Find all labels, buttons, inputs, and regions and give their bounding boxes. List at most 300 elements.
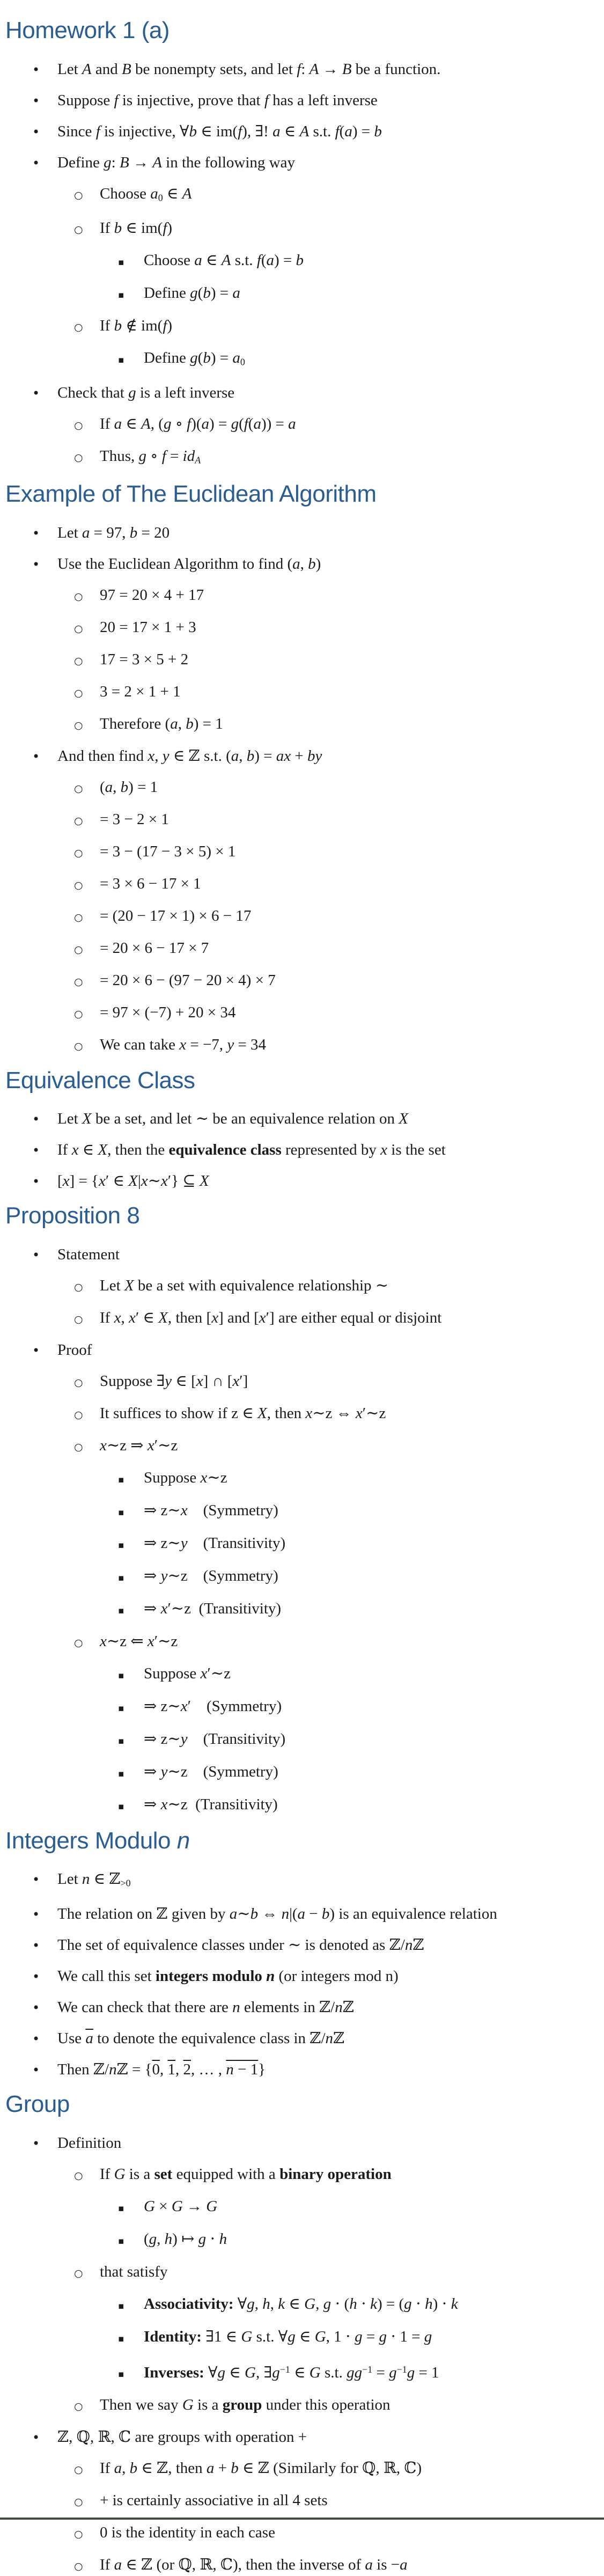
text-segment: X xyxy=(199,1172,209,1190)
text-segment: x xyxy=(179,1036,187,1053)
list-item-text xyxy=(57,2427,604,2447)
text-segment: Let xyxy=(57,524,82,541)
text-segment: a xyxy=(400,2556,408,2574)
list-item xyxy=(74,682,604,703)
text-segment: a xyxy=(266,252,275,269)
text-segment: a xyxy=(150,185,158,202)
list-item xyxy=(32,2029,604,2049)
circle-bullet-icon: ○ xyxy=(74,879,83,891)
text-segment: f xyxy=(238,122,242,140)
text-segment: , then the xyxy=(107,1141,169,1159)
list-item xyxy=(74,2395,604,2416)
text-segment: | xyxy=(137,1172,141,1190)
list-item-text xyxy=(144,1762,604,1781)
text-segment: ) is an equivalence relation xyxy=(329,1905,497,1922)
list-item xyxy=(74,874,604,895)
section-heading-homework-1a xyxy=(5,17,604,45)
text-segment: Let xyxy=(57,60,82,78)
list-item-text xyxy=(100,1436,604,1455)
list-item-text xyxy=(100,1276,604,1295)
list-item-text xyxy=(144,1599,604,1618)
list-item xyxy=(118,1501,604,1522)
text-segment: It suffices to show if z ∈ xyxy=(100,1404,257,1422)
list-item-text xyxy=(57,1904,604,1924)
list-item-text xyxy=(100,971,604,990)
list-item-text xyxy=(144,1533,604,1553)
circle-bullet-icon: ○ xyxy=(74,451,83,464)
list-item-text xyxy=(100,1035,604,1054)
text-segment: a xyxy=(114,2460,122,2477)
list-item-text xyxy=(100,2395,604,2414)
text-segment: X xyxy=(257,1404,267,1422)
text-segment: ′∼z xyxy=(154,1436,178,1454)
text-segment: b xyxy=(374,122,382,140)
text-segment: ax xyxy=(276,747,291,765)
text-segment: y xyxy=(160,1763,168,1780)
text-segment: → xyxy=(182,2197,207,2215)
text-segment: binary operation xyxy=(279,2165,392,2183)
text-segment: Suppose ∃ xyxy=(100,1372,165,1390)
circle-bullet-icon: ○ xyxy=(74,2560,83,2573)
text-segment: ′ (Symmetry) xyxy=(187,1697,282,1715)
circle-bullet-icon: ○ xyxy=(74,2464,83,2476)
text-segment: = −7, xyxy=(186,1036,227,1053)
text-segment: , xyxy=(121,1309,129,1326)
circle-bullet-icon: ○ xyxy=(74,1636,83,1649)
text-segment: , … , xyxy=(191,2060,226,2078)
text-segment: x xyxy=(160,1795,168,1813)
list-item-text xyxy=(100,2164,604,2184)
text-segment: b xyxy=(186,715,194,732)
text-segment: + xyxy=(291,747,307,765)
list-item-text xyxy=(57,2029,604,2048)
text-segment: a xyxy=(253,415,261,432)
text-segment: Definition xyxy=(57,2134,122,2152)
text-segment: X xyxy=(82,1110,92,1128)
text-segment: ∼z ⇔ xyxy=(312,1404,356,1422)
list-item xyxy=(118,1664,604,1685)
text-segment: X xyxy=(128,1172,138,1190)
text-segment: , xyxy=(315,2295,323,2313)
text-segment: , xyxy=(157,2230,165,2248)
text-segment: Equivalence Class xyxy=(5,1067,195,1093)
square-bullet-icon: ▪ xyxy=(118,1670,124,1681)
text-segment: G xyxy=(171,2197,183,2215)
list-item-text xyxy=(100,2555,604,2574)
list-item-text xyxy=(144,2294,604,2314)
text-segment: b xyxy=(231,2460,239,2477)
text-segment: A xyxy=(82,60,92,78)
text-segment: n xyxy=(325,2029,334,2047)
list-item xyxy=(32,1935,604,1955)
list-item xyxy=(32,122,604,142)
list-item-text xyxy=(57,1340,604,1360)
text-segment: ′ ∈ xyxy=(135,1309,159,1326)
text-segment: Define xyxy=(144,284,190,302)
text-segment: equivalence class xyxy=(168,1141,282,1159)
list-item-text xyxy=(57,1171,604,1191)
bullet-icon: • xyxy=(32,1143,40,1158)
text-segment: Suppose xyxy=(57,91,114,109)
list-item xyxy=(74,1404,604,1425)
square-bullet-icon: ▪ xyxy=(118,1572,124,1583)
list-item xyxy=(74,446,604,469)
text-segment: $\overline{a}$ xyxy=(85,2029,93,2047)
list-item-text xyxy=(144,2197,604,2216)
text-segment: a xyxy=(114,2556,122,2574)
text-segment: ⋅ xyxy=(206,2230,219,2248)
text-segment: ∼z (Transitivity) xyxy=(167,1795,278,1813)
square-bullet-icon: ▪ xyxy=(118,1605,124,1616)
list-item-text xyxy=(100,1003,604,1022)
section-heading-group xyxy=(5,2091,604,2118)
text-segment: g xyxy=(389,2364,397,2381)
circle-bullet-icon: ○ xyxy=(74,622,83,635)
list-item xyxy=(32,2060,604,2080)
text-segment: = 3 − (17 − 3 × 5) × 1 xyxy=(100,842,236,860)
text-segment: Inverses: xyxy=(144,2364,209,2381)
text-segment: ) = 1 xyxy=(128,778,158,796)
text-segment: b xyxy=(203,284,211,302)
text-segment: in the following way xyxy=(161,153,295,171)
text-segment: be a function. xyxy=(351,60,441,78)
list-item-text xyxy=(100,446,604,469)
text-segment: g xyxy=(231,415,239,432)
list-item-text xyxy=(100,2262,604,2281)
text-segment: b xyxy=(129,524,138,541)
note-content xyxy=(0,17,604,2576)
text-segment: id xyxy=(182,447,195,465)
list-item xyxy=(118,1468,604,1489)
list-item-text xyxy=(57,1998,604,2017)
list-item xyxy=(74,585,604,606)
text-segment: G xyxy=(241,2328,253,2345)
text-segment: x xyxy=(147,1436,154,1454)
text-segment: Use xyxy=(57,2029,86,2047)
text-segment: ∈ xyxy=(78,1141,98,1159)
list-item xyxy=(118,283,604,305)
text-segment: ∈ ℤ s.t. ( xyxy=(169,747,231,765)
text-segment: a xyxy=(288,415,296,432)
text-segment: Homework 1 (a) xyxy=(5,17,170,43)
text-segment: = xyxy=(166,447,183,465)
list-item xyxy=(32,153,604,173)
text-segment: is injective, ∀ xyxy=(100,122,189,140)
circle-bullet-icon: ○ xyxy=(74,1040,83,1052)
text-segment: ℤ, ℚ, ℝ, ℂ are groups with operation + xyxy=(57,2428,307,2446)
list-item xyxy=(74,1632,604,1653)
circle-bullet-icon: ○ xyxy=(74,911,83,923)
bullet-icon: • xyxy=(32,1937,40,1953)
text-segment: h xyxy=(425,2295,433,2313)
bullet-icon: • xyxy=(32,1112,40,1127)
list-item xyxy=(74,2555,604,2576)
text-segment: gg xyxy=(347,2364,363,2381)
text-segment: has a left inverse xyxy=(268,91,378,109)
text-segment: G xyxy=(114,2165,126,2183)
text-segment: ) xyxy=(315,555,321,573)
text-segment: a xyxy=(232,349,240,367)
text-segment: ⇒ xyxy=(144,1567,161,1584)
text-segment: be a set with equivalence relationship ∼ xyxy=(134,1276,389,1294)
text-segment: G xyxy=(144,2197,155,2215)
text-segment: If xyxy=(100,219,114,237)
text-segment: ∈ ℤ, then xyxy=(137,2460,207,2477)
list-item xyxy=(74,1003,604,1024)
list-item-text xyxy=(144,348,604,371)
text-segment: ) = xyxy=(210,284,233,302)
text-segment: k xyxy=(370,2295,377,2313)
circle-bullet-icon: ○ xyxy=(74,1281,83,1293)
text-segment: ∈ xyxy=(225,2364,245,2381)
text-segment: g xyxy=(190,349,198,367)
text-segment: −1 xyxy=(396,2364,407,2375)
text-segment: x xyxy=(160,1599,168,1617)
text-segment: Proof xyxy=(57,1341,92,1359)
text-segment: ) = xyxy=(352,122,374,140)
text-segment: And then find xyxy=(57,747,148,765)
text-segment: , xyxy=(154,747,163,765)
text-segment: is a xyxy=(125,2165,154,2183)
text-segment: y xyxy=(162,747,170,765)
text-segment: f xyxy=(335,122,340,140)
text-segment: G xyxy=(304,2295,316,2313)
square-bullet-icon: ▪ xyxy=(118,1702,124,1714)
text-segment: , then xyxy=(267,1404,306,1422)
list-item xyxy=(118,1533,604,1555)
list-item-text xyxy=(144,2327,604,2346)
text-segment: under this operation xyxy=(262,2396,391,2414)
list-item xyxy=(32,1904,604,1924)
text-segment: If xyxy=(100,2460,114,2477)
text-segment: b xyxy=(120,778,129,796)
list-item-text xyxy=(144,2229,604,2249)
text-segment: 0 xyxy=(240,356,245,368)
text-segment: n xyxy=(266,1967,275,1985)
list-item xyxy=(74,842,604,863)
text-segment: y xyxy=(227,1036,234,1053)
text-segment: ) = xyxy=(209,415,231,432)
text-segment: ∼z ⇐ xyxy=(106,1632,148,1650)
text-segment: [ xyxy=(57,1172,63,1190)
text-segment: b xyxy=(321,1905,330,1922)
text-segment: , xyxy=(175,2060,183,2078)
list-item-text xyxy=(100,184,604,207)
circle-bullet-icon: ○ xyxy=(74,2267,83,2279)
text-segment: , ( xyxy=(150,415,164,432)
list-item-text xyxy=(144,1664,604,1683)
list-item xyxy=(74,184,604,207)
text-segment: x xyxy=(100,1436,107,1454)
text-segment: 0 is the identity in each case xyxy=(100,2524,275,2542)
text-segment: x xyxy=(380,1141,388,1159)
text-segment: G xyxy=(314,2328,326,2345)
text-segment: −1 xyxy=(279,2364,290,2375)
square-bullet-icon: ▪ xyxy=(118,257,124,268)
text-segment: ∈ xyxy=(202,252,222,269)
list-item-text xyxy=(100,682,604,701)
list-item-text xyxy=(144,1729,604,1749)
text-segment: , xyxy=(160,2060,168,2078)
text-segment: 1 xyxy=(167,2060,176,2078)
square-bullet-icon: ▪ xyxy=(118,1474,124,1485)
list-item xyxy=(74,2458,604,2479)
list-item xyxy=(74,2164,604,2185)
list-item-text xyxy=(100,874,604,893)
list-item xyxy=(32,1140,604,1160)
text-segment: = (20 − 17 × 1) × 6 − 17 xyxy=(100,907,252,924)
text-segment: ∼z (Symmetry) xyxy=(167,1763,278,1780)
text-segment: f xyxy=(95,122,100,140)
text-segment: g xyxy=(323,2295,332,2313)
text-segment: b xyxy=(129,2460,138,2477)
text-segment: ℤ xyxy=(413,1936,424,1954)
bullet-icon: • xyxy=(32,1906,40,1922)
text-segment: ∼z ⇒ xyxy=(106,1436,148,1454)
text-segment: integers modulo xyxy=(155,1967,267,1985)
text-segment: y xyxy=(180,1534,188,1552)
list-item xyxy=(74,2491,604,2512)
list-item-text xyxy=(57,1869,604,1892)
text-segment: ⇒ z∼ xyxy=(144,1501,181,1519)
list-item-text xyxy=(100,777,604,797)
list-item xyxy=(32,60,604,79)
text-segment: ] = { xyxy=(69,1172,99,1190)
list-item-text xyxy=(57,1109,604,1128)
text-segment: g xyxy=(288,2328,296,2345)
list-item-text xyxy=(57,2133,604,2153)
text-segment: x xyxy=(259,1309,266,1326)
text-segment: ⇒ z∼ xyxy=(144,1697,181,1715)
list-item xyxy=(32,746,604,766)
text-segment: g xyxy=(198,2230,207,2248)
list-item xyxy=(32,523,604,543)
text-segment: n xyxy=(176,1827,190,1854)
list-item xyxy=(74,938,604,959)
list-item xyxy=(32,1109,604,1129)
text-segment: Statement xyxy=(57,1245,120,1263)
text-segment: is a left inverse xyxy=(136,384,235,401)
square-bullet-icon: ▪ xyxy=(118,2300,124,2311)
text-segment: ) ↦ xyxy=(172,2230,198,2248)
text-segment: by xyxy=(307,747,322,765)
list-item-text xyxy=(57,2060,604,2079)
text-segment: h xyxy=(349,2295,357,2313)
text-segment: = 3 × 6 − 17 × 1 xyxy=(100,875,201,892)
text-segment: ∼z (Symmetry) xyxy=(167,1567,278,1584)
text-segment: ∈ xyxy=(280,122,300,140)
text-segment: g xyxy=(404,2295,412,2313)
text-segment: We call this set xyxy=(57,1967,156,1985)
circle-bullet-icon: ○ xyxy=(74,224,83,236)
circle-bullet-icon: ○ xyxy=(74,719,83,731)
text-segment: elements in ℤ/ xyxy=(240,1998,335,2016)
text-segment: g xyxy=(104,153,112,171)
text-segment: $\overline{n}$ xyxy=(226,2060,234,2078)
text-segment: X xyxy=(124,1276,134,1294)
square-bullet-icon: ▪ xyxy=(118,2235,124,2247)
list-item-text xyxy=(144,1501,604,1520)
text-segment: = 34 xyxy=(234,1036,267,1053)
list-item-text xyxy=(100,585,604,605)
text-segment: f xyxy=(163,219,167,237)
text-segment: a xyxy=(105,778,113,796)
text-segment: g xyxy=(355,2328,363,2345)
circle-bullet-icon: ○ xyxy=(74,975,83,988)
text-segment: ( xyxy=(144,2230,149,2248)
text-segment: ∃1 ∈ xyxy=(205,2328,241,2345)
list-item-text xyxy=(100,906,604,926)
text-segment: x xyxy=(211,1309,219,1326)
text-segment: ∘ xyxy=(146,447,162,465)
bullet-icon: • xyxy=(32,385,40,401)
bullet-icon: • xyxy=(32,2430,40,2446)
text-segment: Let xyxy=(57,1110,82,1128)
text-segment: a xyxy=(272,122,281,140)
square-bullet-icon: ▪ xyxy=(118,1539,124,1551)
text-segment: Let xyxy=(100,1276,124,1294)
text-segment: G xyxy=(182,2396,194,2414)
text-segment: a xyxy=(231,747,239,765)
text-segment: y xyxy=(160,1567,168,1584)
text-segment: ′∼z xyxy=(362,1404,386,1422)
text-segment: We can take xyxy=(100,1036,180,1053)
text-segment: ⇒ xyxy=(144,1795,161,1813)
text-segment: = 97 × (−7) + 20 × 34 xyxy=(100,1003,236,1021)
text-segment: ) = ( xyxy=(377,2295,404,2313)
text-segment: ′] are either equal or disjoint xyxy=(266,1309,442,1326)
text-segment: ∈ ℤ xyxy=(90,1870,121,1888)
text-segment: ′∼z xyxy=(207,1664,231,1682)
text-segment: −1 xyxy=(362,2364,373,2375)
list-item xyxy=(74,2262,604,2283)
text-segment: (Transitivity) xyxy=(187,1730,286,1748)
text-segment: A xyxy=(141,415,151,432)
text-segment: ( xyxy=(248,415,254,432)
list-item-text xyxy=(100,1308,604,1327)
list-item xyxy=(118,2229,604,2251)
list-item xyxy=(118,1762,604,1784)
text-segment: is − xyxy=(372,2556,400,2574)
text-segment: ∈ xyxy=(290,2364,310,2381)
text-segment: G xyxy=(309,2364,321,2381)
text-segment: y xyxy=(180,1730,188,1748)
text-segment: (Symmetry) xyxy=(187,1501,278,1519)
bullet-icon: • xyxy=(32,525,40,541)
text-segment: 3 = 2 × 1 + 1 xyxy=(100,682,181,700)
list-item-text xyxy=(100,1404,604,1423)
text-segment: We can check that there are xyxy=(57,1998,233,2016)
text-segment: f xyxy=(187,415,191,432)
text-segment: Integers Modulo xyxy=(5,1827,177,1854)
text-segment: ) xyxy=(167,317,173,335)
list-item xyxy=(118,1795,604,1816)
text-segment: s.t. xyxy=(320,2364,347,2381)
text-segment: f xyxy=(297,60,301,78)
text-segment: represented by xyxy=(281,1141,381,1159)
text-segment: ∀ xyxy=(237,2295,247,2313)
text-segment: x xyxy=(305,1404,313,1422)
text-segment: a xyxy=(232,284,240,302)
text-segment: s.t. xyxy=(231,252,257,269)
text-segment: ⇔ xyxy=(258,1905,282,1922)
text-segment: x xyxy=(98,1172,106,1190)
text-segment: If xyxy=(57,1141,72,1159)
text-segment: ) = xyxy=(274,252,296,269)
text-segment: ⋅ xyxy=(411,2295,425,2313)
list-item xyxy=(32,1245,604,1265)
text-segment: n xyxy=(281,1905,290,1922)
